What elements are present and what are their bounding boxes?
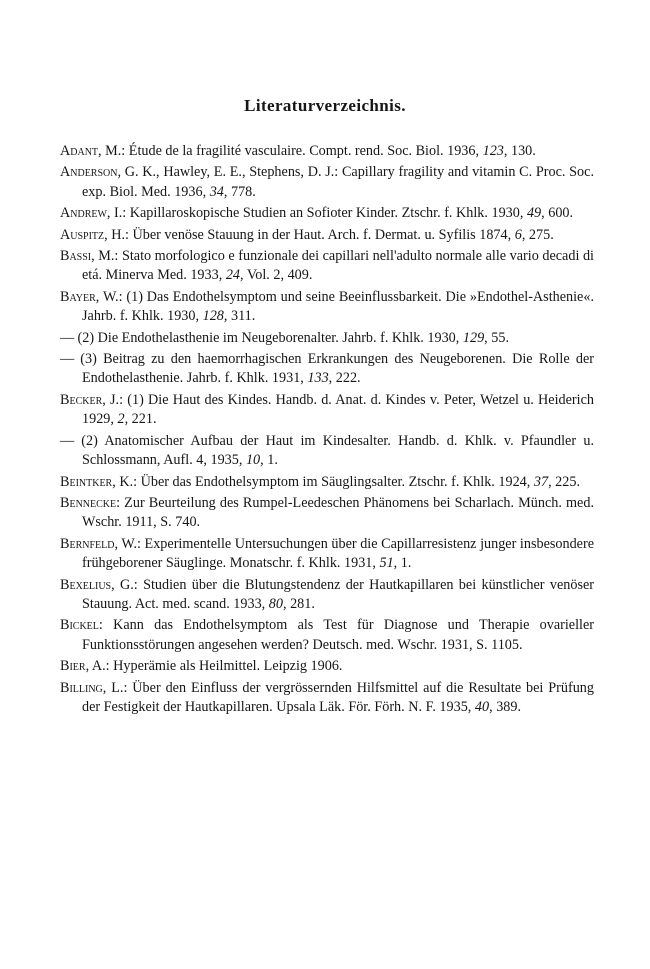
reference-text: , J.: (1) Die Haut des Kindes. Handb. d. Anat. d. Kindes v. Peter, Wetzel u. Heiderich 1929, [82, 391, 594, 428]
reference-entry [60, 535, 594, 574]
reference-pages: , 130. [503, 143, 536, 159]
ditto-dash: — [60, 351, 75, 368]
reference-text: , W.: Experimentelle Untersuchungen über die Capillarresistenz junger insbesondere frühgeborener Säuglinge. Monatschr. f. Khlk. 1931, [82, 535, 594, 572]
reference-pages: , 778. [223, 183, 256, 200]
reference-volume: 37 [533, 473, 549, 490]
reference-pages: , 55. [484, 329, 509, 346]
reference-volume: 6 [514, 226, 522, 243]
reference-author: Adant [60, 143, 99, 159]
reference-text: , A.: Hyperämie als Heilmittel. Leipzig 1906. [85, 658, 343, 675]
reference-entry [60, 679, 594, 718]
reference-entry [60, 391, 594, 430]
bibliography-heading: Literaturverzeichnis. [244, 96, 406, 115]
reference-text: (3) Beitrag zu den haemorrhagischen Erkrankungen des Neugeborenen. Die Rolle der Endothelasthenie. Jahrb. f. Khlk. 1931, [74, 351, 594, 387]
reference-author: Anderson [60, 164, 118, 181]
reference-author: Andrew [60, 205, 107, 222]
reference-list [60, 142, 594, 719]
reference-volume: 51 [379, 555, 394, 572]
reference-entry [60, 657, 594, 676]
reference-author: Billing [60, 679, 103, 696]
reference-author: Bier [60, 658, 86, 675]
reference-pages: , 389. [489, 698, 522, 715]
reference-text: (2) Anatomischer Aufbau der Haut im Kindesalter. Handb. d. Khlk. v. Pfaundler u. Schlossmann, Aufl. 4, 1935, [74, 432, 594, 469]
reference-text: : Kann das Endothelsymptom als Test für Diagnose und Therapie ovarieller Funktionsstörungen angesehen werden? Deutsch. med. Wschr. 1931, S. 1105. [82, 617, 594, 653]
reference-volume: 80 [268, 595, 283, 612]
reference-text: , W.: (1) Das Endothelsymptom und seine Beeinflussbarkeit. Die »Endothel-Asthenie«. Jahrb. f. Khlk. 1930, [82, 288, 594, 325]
reference-pages: , Vol. 2, 409. [240, 267, 313, 284]
reference-author: Becker [60, 391, 103, 408]
reference-text: , H.: Über venöse Stauung in der Haut. Arch. f. Dermat. u. Syfilis 1874, [104, 226, 515, 243]
reference-pages: , 1. [260, 452, 278, 469]
ditto-dash: — [60, 329, 75, 346]
reference-entry [60, 288, 594, 327]
reference-entry [60, 350, 594, 389]
reference-pages: , 221. [124, 411, 157, 428]
reference-entry [60, 473, 594, 492]
reference-volume: 123 [482, 143, 504, 159]
reference-entry [60, 226, 594, 245]
reference-entry [60, 576, 594, 615]
reference-volume: 129 [462, 329, 485, 346]
reference-pages: , 222. [328, 370, 361, 387]
reference-volume: 49 [526, 205, 542, 222]
reference-entry [60, 432, 594, 471]
reference-author: Bernfeld [60, 535, 115, 552]
reference-entry [60, 163, 594, 202]
reference-author: Bayer [60, 288, 96, 305]
reference-text: : Zur Beurteilung des Rumpel-Leedeschen Phänomens bei Scharlach. Münch. med. Wschr. 1911, S. 740. [82, 494, 594, 531]
reference-author: Bennecke [60, 494, 117, 511]
reference-pages: , 275. [521, 226, 554, 243]
reference-entry [60, 247, 594, 286]
reference-text: , G.: Studien über die Blutungstendenz der Hautkapillaren bei künstlicher venöser Stauung. Act. med. scand. 1933, [82, 576, 594, 612]
ditto-dash: — [60, 432, 75, 449]
reference-volume: 40 [474, 698, 490, 715]
reference-author: Auspitz [60, 226, 105, 243]
reference-text: , I.: Kapillaroskopische Studien an Sofioter Kinder. Ztschr. f. Khlk. 1930, [106, 205, 527, 222]
reference-volume: 133 [307, 370, 329, 387]
reference-volume: 128 [202, 308, 224, 325]
reference-pages: , 225. [548, 473, 580, 490]
reference-text: (2) Die Endothelasthenie im Neugeborenalter. Jahrb. f. Khlk. 1930, [74, 329, 463, 346]
reference-entry [60, 616, 594, 655]
reference-volume: 24 [225, 267, 240, 284]
reference-text: , L.: Über den Einfluss der vergrössernden Hilfsmittel auf die Resultate bei Prüfung der Festigkeit der Hautkapillaren. Upsala Läk. För. Förh. N. F. 1935, [82, 679, 594, 715]
reference-pages: , 281. [282, 595, 315, 612]
reference-volume: 2 [117, 411, 125, 428]
reference-entry [60, 494, 594, 533]
reference-pages: , 600. [541, 205, 574, 222]
reference-author: Beintker [60, 473, 113, 490]
reference-text: , K.: Über das Endothelsymptom im Säuglingsalter. Ztschr. f. Khlk. 1924, [112, 473, 534, 490]
reference-text: , G. K., Hawley, E. E., Stephens, D. J.: Capillary fragility and vitamin C. Proc. Soc. exp. Biol. Med. 1936, [82, 164, 594, 200]
reference-entry [60, 142, 594, 161]
reference-text: , M.: Étude de la fragilité vasculaire. Compt. rend. Soc. Biol. 1936, [98, 143, 483, 159]
reference-pages: , 311. [223, 308, 256, 325]
reference-volume: 10 [245, 452, 261, 469]
reference-volume: 34 [209, 183, 224, 200]
reference-author: Bexelius [60, 576, 112, 593]
reference-author: Bickel [60, 617, 99, 634]
reference-author: Bassi [60, 248, 92, 265]
reference-entry [60, 204, 594, 223]
reference-pages: , 1. [393, 555, 412, 572]
reference-entry [60, 329, 594, 348]
reference-text: , M.: Stato morfologico e funzionale dei capillari nell'adulto normale alle vario decadi di etá. Minerva Med. 1933, [82, 248, 594, 284]
